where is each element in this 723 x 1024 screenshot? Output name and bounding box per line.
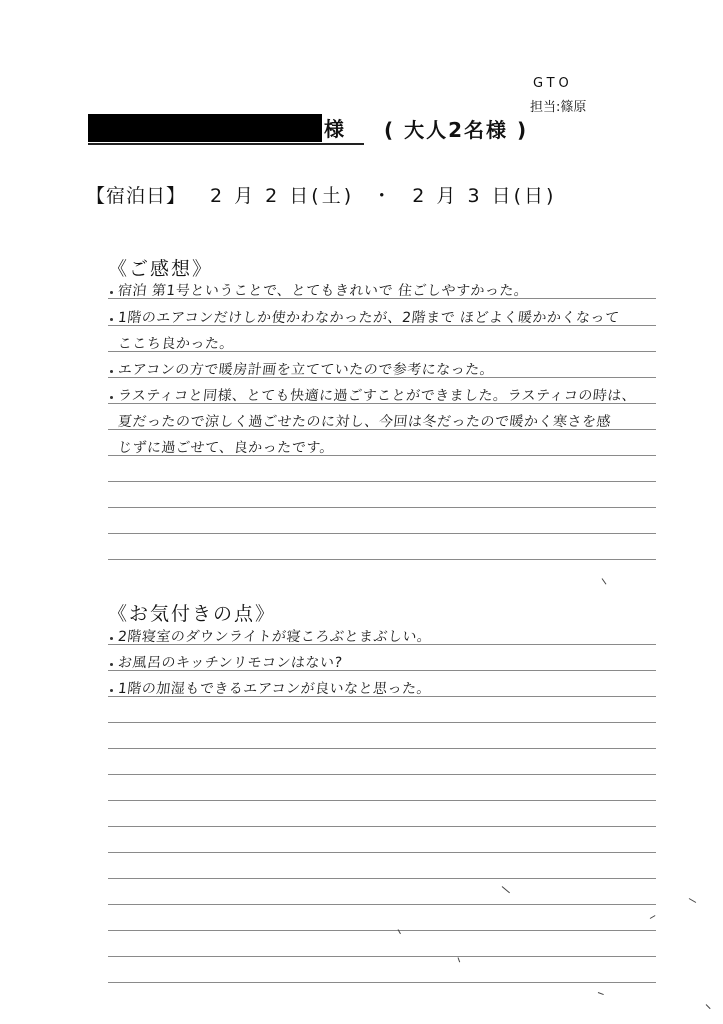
bullet-dot bbox=[110, 637, 113, 640]
bullet-dot bbox=[110, 663, 113, 666]
redacted-guest-name bbox=[88, 114, 322, 142]
staff-name: 担当:篠原 bbox=[530, 100, 587, 115]
scan-speck bbox=[689, 898, 696, 903]
ruled-line bbox=[108, 774, 656, 775]
bullet-dot bbox=[110, 370, 113, 373]
impression-line: エアコンの方で暖房計画を立てていたので参考になった。 bbox=[117, 362, 496, 378]
ruled-line bbox=[108, 826, 656, 827]
ruled-line bbox=[108, 878, 656, 879]
ruled-line bbox=[108, 904, 656, 905]
ruled-line bbox=[108, 852, 656, 853]
notes-heading: 《お気付きの点》 bbox=[108, 603, 277, 625]
bullet-dot bbox=[110, 396, 113, 399]
stay-label: 【宿泊日】 bbox=[86, 185, 187, 207]
note-line: 2階寝室のダウンライトが寝ころぶとまぶしい。 bbox=[117, 629, 433, 645]
scan-speck bbox=[598, 992, 604, 995]
note-line: 1階の加湿もできるエアコンが良いなと思った。 bbox=[117, 681, 432, 697]
ruled-line bbox=[108, 481, 656, 482]
impression-line: 1階のエアコンだけしか使かわなかったが、2階まで ほどよく暖かかくなって bbox=[117, 310, 621, 326]
impressions-heading: 《ご感想》 bbox=[108, 258, 214, 280]
ruled-line bbox=[108, 800, 656, 801]
note-line: お風呂のキッチンリモコンはない? bbox=[117, 655, 344, 671]
impression-line: ここち良かった。 bbox=[117, 336, 235, 352]
bullet-dot bbox=[110, 689, 113, 692]
scan-speck bbox=[502, 886, 510, 893]
ruled-line bbox=[108, 533, 656, 534]
ruled-line bbox=[108, 559, 656, 560]
bullet-dot bbox=[110, 318, 113, 321]
ruled-line bbox=[108, 722, 656, 723]
ruled-line bbox=[108, 982, 656, 983]
ruled-line bbox=[108, 748, 656, 749]
honorific-label: 様 bbox=[324, 117, 344, 141]
scan-speck bbox=[602, 578, 607, 584]
ruled-line bbox=[108, 956, 656, 957]
ruled-line bbox=[108, 507, 656, 508]
scan-speck bbox=[458, 957, 461, 962]
bullet-dot bbox=[110, 291, 113, 294]
company-code: GTO bbox=[533, 76, 573, 91]
scan-speck bbox=[650, 915, 656, 919]
ruled-line bbox=[108, 930, 656, 931]
impression-line: ラスティコと同様、とても快適に過ごすことができました。ラスティコの時は、 bbox=[117, 388, 638, 404]
impression-line: じずに過ごせて、良かったです。 bbox=[117, 440, 335, 456]
stay-dates: 2 月 2 日(土) ・ 2 月 3 日(日) bbox=[210, 185, 557, 207]
scan-speck bbox=[706, 1004, 711, 1009]
guest-count: ( 大人2名様 ) bbox=[384, 118, 529, 142]
impression-line: 宿泊 第1号ということで、とてもきれいで 住ごしやすかった。 bbox=[117, 283, 530, 299]
impression-line: 夏だったので涼しく過ごせたのに対し、今回は冬だったので暖かく寒さを感 bbox=[117, 414, 612, 430]
name-underline bbox=[88, 143, 364, 145]
